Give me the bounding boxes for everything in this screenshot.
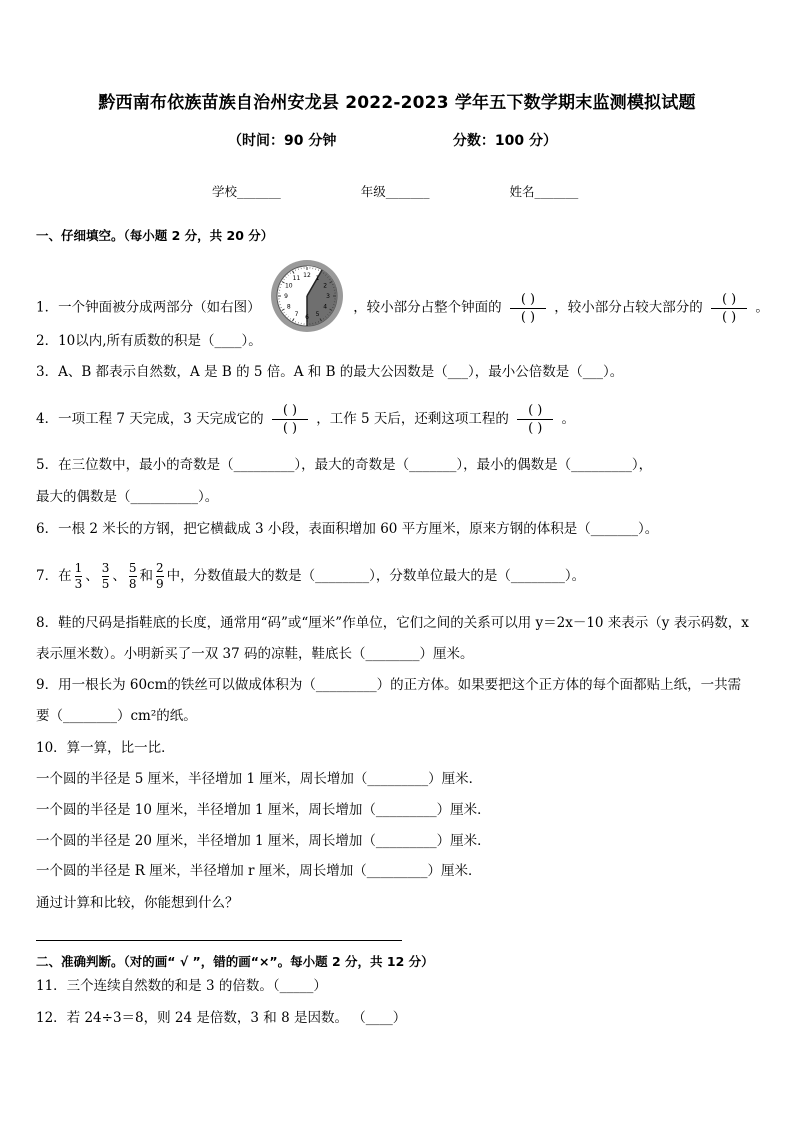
q7-text-b: 中，分数值最大的数是（________），分数单位最大的是（________）。: [166, 568, 586, 584]
question-3: 3．A、B 都表示自然数，A 是 B 的 5 倍。A 和 B 的最大公因数是（___），最小公倍数是（___）。: [36, 364, 624, 380]
clock-numeral: 10: [284, 282, 293, 290]
fraction-3-5: $\frac{3}{5}$: [101, 561, 110, 591]
clock-numeral: 12: [303, 272, 311, 279]
question-6: 6．一根 2 米长的方钢，把它横截成 3 小段，表面积增加 60 平方厘米，原来方钢的体积是（_______）。: [36, 521, 659, 537]
fraction-5-8: $\frac{5}{8}$: [128, 561, 137, 591]
question-8-line2: 表示厘米数）。小明新买了一双 37 码的凉鞋，鞋底长（________）厘米。: [36, 646, 474, 662]
question-7: [36, 556, 585, 596]
fraction-2-9: $\frac{2}{9}$: [156, 561, 164, 591]
q1-text-a: 1．一个钟面被分成两部分（如右图）: [36, 299, 261, 316]
clock-numeral: 7: [294, 311, 299, 319]
grade-field[interactable]: 年级_______: [360, 184, 430, 199]
question-10-heading: 10．算一算，比一比．: [36, 740, 175, 756]
clock-numeral: 1: [315, 274, 320, 282]
clock-numeral: 4: [323, 303, 327, 311]
question-10-line2: 一个圆的半径是 10 厘米，半径增加 1 厘米，周长增加（_________）厘米．: [36, 802, 491, 818]
q7-sep1: 、: [85, 568, 99, 584]
clock-numeral: 9: [283, 293, 288, 300]
answer-fraction-4[interactable]: ( ) ( ): [517, 402, 553, 437]
question-8-line1: 8．鞋的尺码是指鞋底的长度，通常用“码”或“厘米”作单位，它们之间的关系可以用 y＝2x－10 来表示（y 表示码数，x: [36, 615, 749, 631]
q1-text-c: ，较小部分占较大部分的: [554, 299, 703, 316]
answer-fraction-1[interactable]: ( ) ( ): [510, 291, 546, 326]
exam-score: 分数：100 分）: [452, 133, 557, 149]
exam-time: （时间：90 分钟: [228, 133, 337, 149]
name-field[interactable]: 姓名_______: [509, 184, 579, 199]
q7-sep2: 、: [112, 568, 126, 584]
q7-text-a: 7．在: [36, 568, 72, 584]
answer-line[interactable]: [36, 940, 402, 941]
student-info: [212, 182, 654, 200]
section-heading-fill: 一、仔细填空。（每小题 2 分，共 20 分）: [36, 228, 274, 243]
clock-numeral: 3: [325, 293, 330, 300]
question-10-line1: 一个圆的半径是 5 厘米，半径增加 1 厘米，周长增加（_________）厘米．: [36, 771, 483, 787]
section-heading-judge: 二、准确判断。（对的画“ √ ”，错的画“×”。每小题 2 分，共 12 分）: [36, 954, 434, 969]
question-9-line1: 9．用一根长为 60cm的铁丝可以做成体积为（_________）的正方体。如果要把这个正方体的每个面都贴上纸，一共需: [36, 677, 742, 693]
question-5-line1: 5．在三位数中，最小的奇数是（_________），最大的奇数是（_______），最小的偶数是（_________），: [36, 457, 653, 473]
q4-text-a: 4．一项工程 7 天完成，3 天完成它的: [36, 411, 264, 427]
clock-icon: [269, 258, 345, 358]
question-11: 11．三个连续自然数的和是 3 的倍数。（_____）: [36, 978, 327, 994]
answer-fraction-2[interactable]: ( ) ( ): [711, 291, 747, 326]
clock-numeral: 11: [292, 274, 301, 282]
q1-text-b: ，较小部分占整个钟面的: [353, 299, 502, 316]
question-10-prompt: 通过计算和比较，你能想到什么？: [36, 895, 239, 911]
question-10-line4: 一个圆的半径是 R 厘米，半径增加 r 厘米，周长增加（_________）厘米．: [36, 863, 482, 879]
q4-text-b: ，工作 5 天后，还剩这项工程的: [316, 411, 509, 427]
q4-text-c: 。: [561, 411, 576, 427]
question-9-line2: 要（________）cm²的纸。: [36, 708, 197, 724]
fraction-1-3: $\frac{1}{3}$: [74, 561, 83, 591]
clock-numeral: 6: [304, 314, 309, 321]
exam-meta: [228, 130, 557, 150]
answer-fraction-3[interactable]: ( ) ( ): [272, 402, 308, 437]
question-12: 12．若 24÷3＝8，则 24 是倍数，3 和 8 是因数。 （____）: [36, 1010, 407, 1026]
question-5-line2: 最大的偶数是（__________）。: [36, 489, 219, 505]
question-2: 2．10以内,所有质数的积是（____）。: [36, 333, 262, 349]
page-title: 黔西南布依族苗族自治州安龙县 2022-2023 学年五下数学期末监测模拟试题: [98, 93, 696, 113]
q1-text-d: 。: [755, 299, 769, 316]
q7-and: 和: [139, 568, 154, 584]
question-10-line3: 一个圆的半径是 20 厘米，半径增加 1 厘米，周长增加（_________）厘米．: [36, 833, 491, 849]
school-field[interactable]: 学校_______: [212, 184, 281, 199]
clock-numeral: 5: [315, 311, 320, 319]
question-4: [36, 397, 575, 441]
clock-numeral: 2: [323, 282, 327, 290]
clock-numeral: 8: [286, 303, 291, 311]
